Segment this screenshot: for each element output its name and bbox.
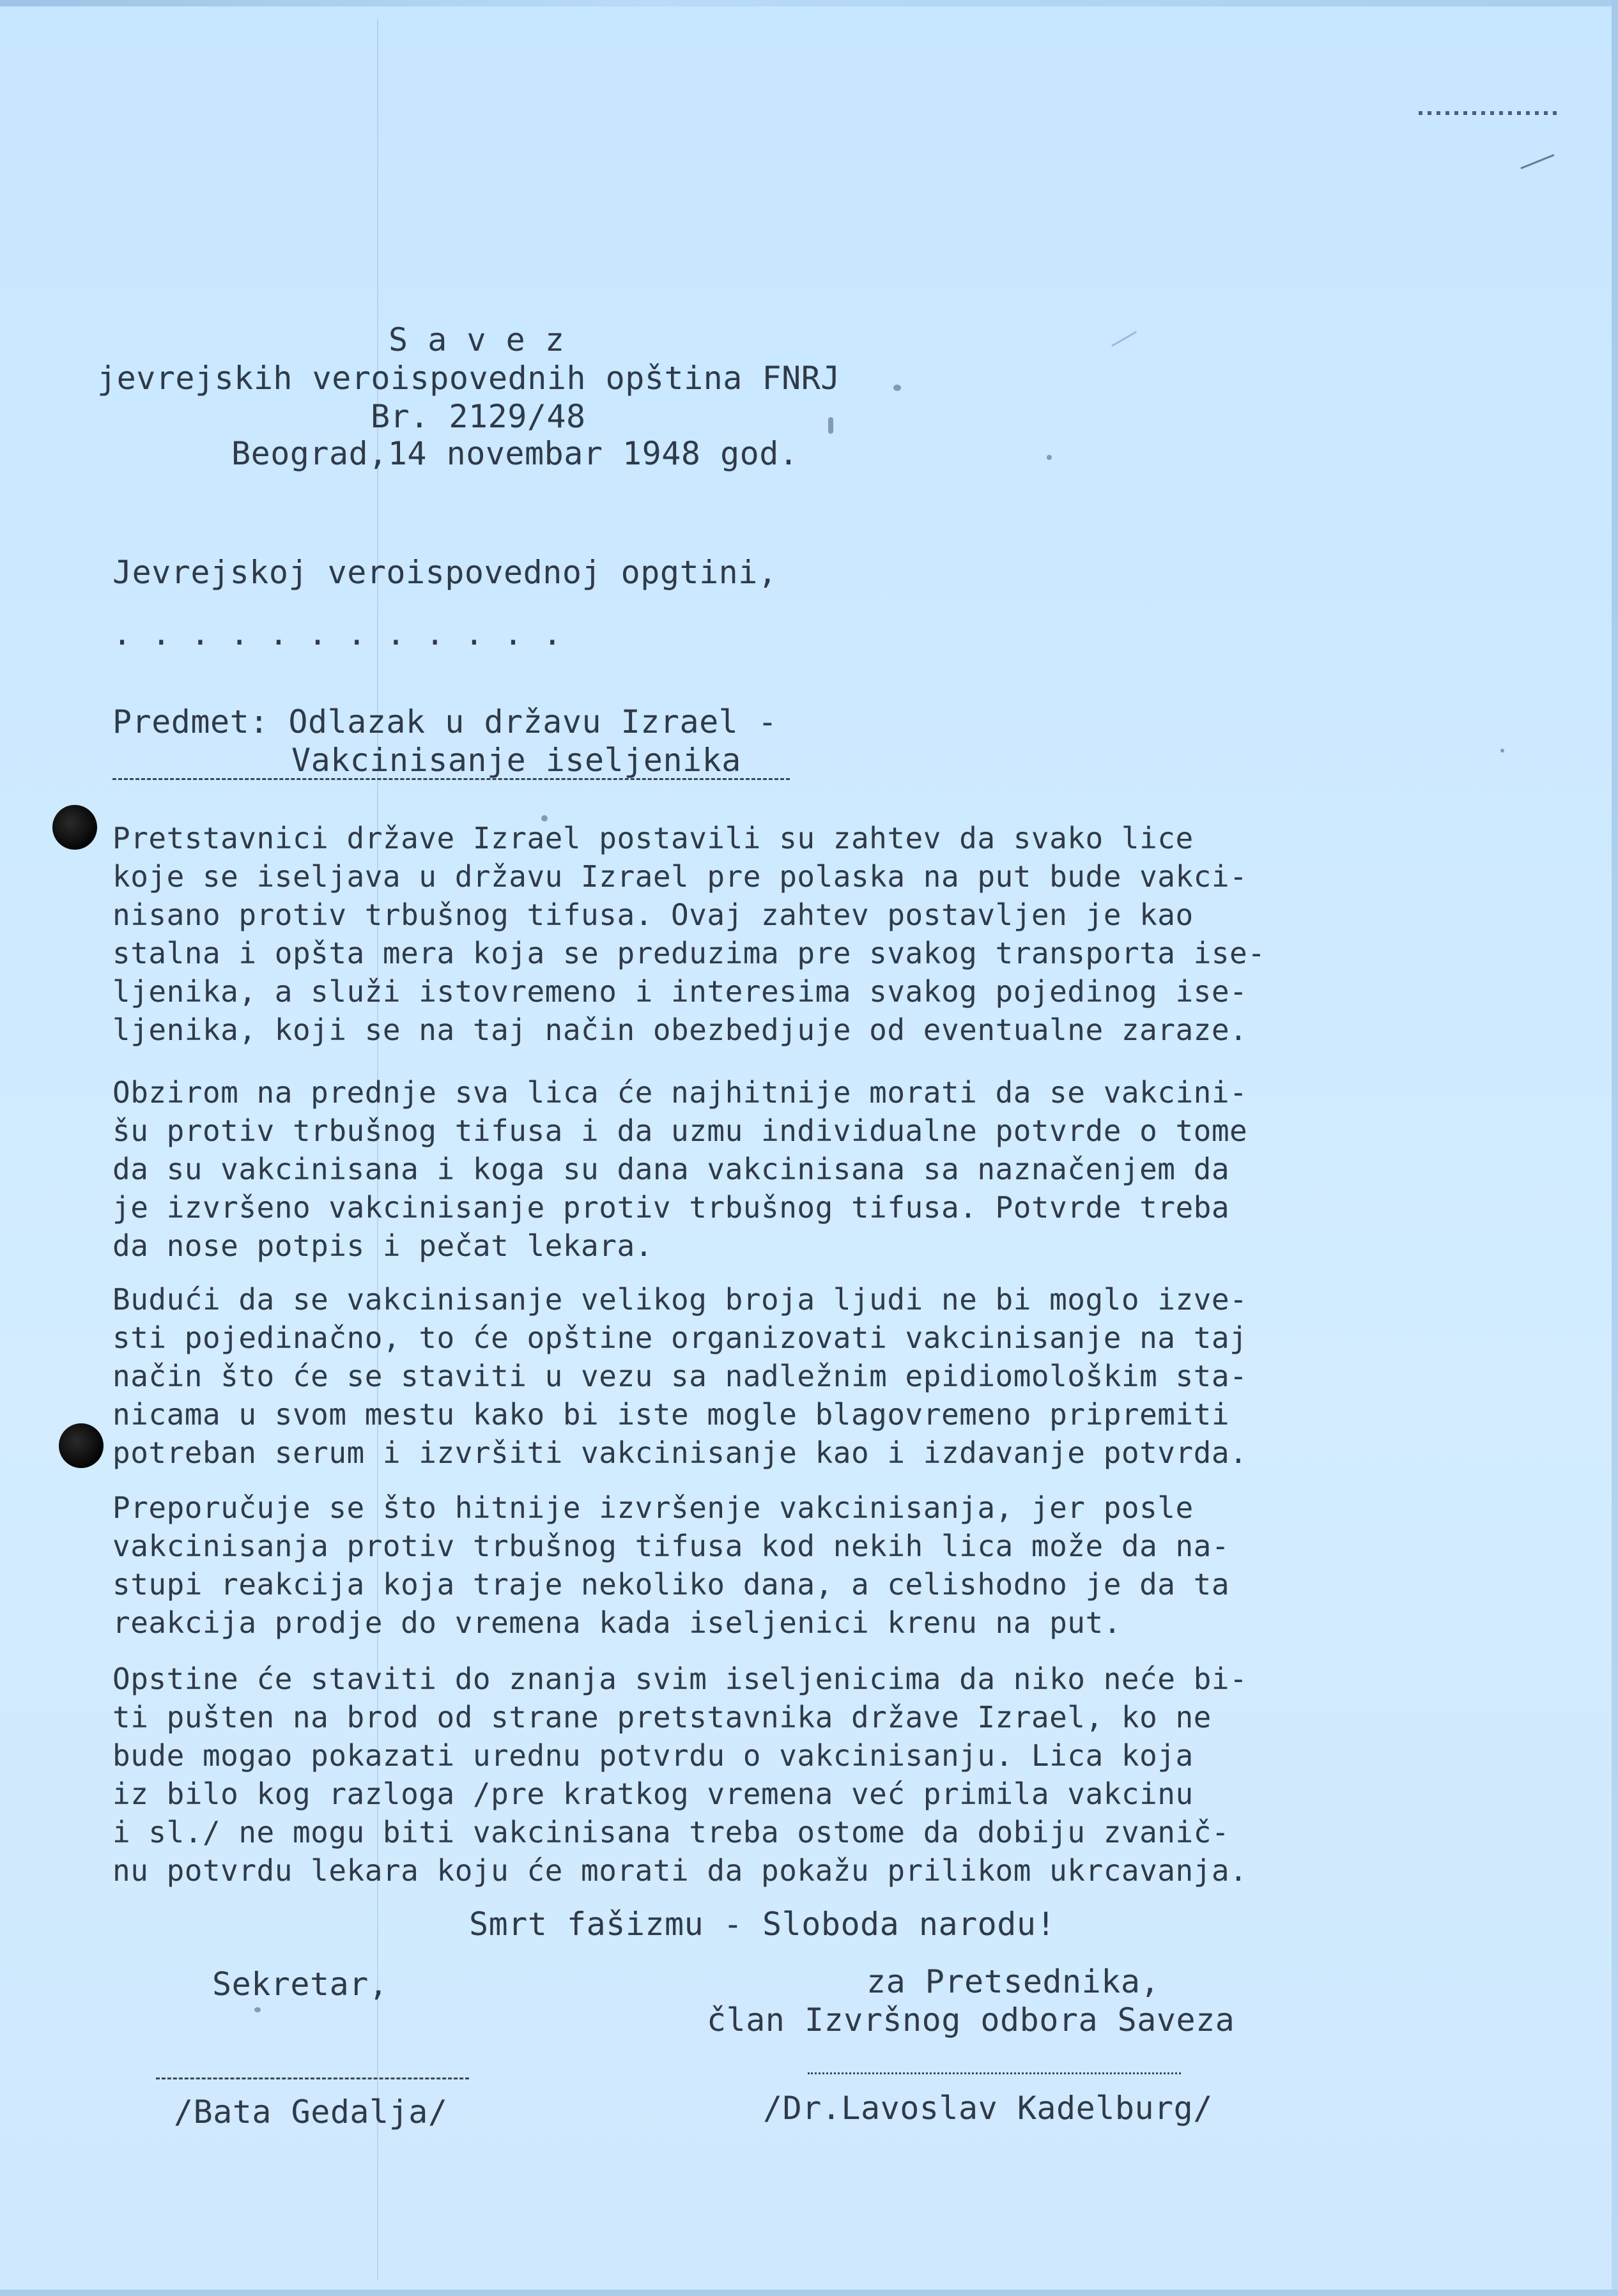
paragraph-2-line: Obzirom na prednje sva lica će najhitnije morati da se vakcini- — [112, 1075, 1248, 1110]
closing-slogan: Smrt fašizmu - Sloboda narodu! — [469, 1906, 1056, 1943]
paragraph-5-line: bude mogao pokazati urednu potvrdu o vakcinisanju. Lica koja — [112, 1738, 1194, 1773]
paragraph-4-line: stupi reakcija koja traje nekoliko dana, a celishodno je da ta — [112, 1567, 1230, 1602]
paragraph-1-line: koje se iseljava u državu Izrael pre polaska na put bude vakci- — [112, 859, 1248, 894]
pen-scratch — [1111, 331, 1137, 347]
subject-line2: Vakcinisanje iseljenika — [291, 742, 741, 779]
paragraph-4-line: reakcija prodje do vremena kada iseljenici krenu na put. — [112, 1605, 1121, 1640]
pen-scratch — [1520, 154, 1554, 169]
ink-speck — [1047, 455, 1052, 460]
page-edge-top — [0, 0, 1618, 6]
page-edge-right — [1612, 0, 1618, 2296]
paragraph-2-line: je izvršeno vakcinisanje protiv trbušnog tifusa. Potvrde treba — [112, 1190, 1230, 1225]
punch-hole-icon — [59, 1423, 104, 1468]
paragraph-5-line: nu potvrdu lekara koju će morati da pokažu prilikom ukrcavanja. — [112, 1853, 1248, 1888]
paragraph-4-line: Preporučuje se što hitnije izvršenje vakcinisanja, jer posle — [112, 1490, 1194, 1525]
paragraph-3-line: sti pojedinačno, to će opštine organizovati vakcinisanje na taj — [112, 1320, 1248, 1355]
paragraph-2-line: da su vakcinisana i koga su dana vakcinisana sa naznačenjem da — [112, 1152, 1230, 1186]
punch-hole-icon — [52, 805, 97, 850]
paragraph-5-line: Opstine će staviti do znanja svim iseljenicima da niko neće bi- — [112, 1662, 1248, 1696]
place-date: Beograd,14 novembar 1948 god. — [231, 435, 799, 472]
recipient-line: Jevrejskoj veroispovednoj opgtini, — [112, 554, 778, 591]
ink-speck — [893, 385, 901, 391]
paragraph-5-line: i sl./ ne mogu biti vakcinisana treba ostome da dobiju zvanič- — [112, 1815, 1230, 1849]
president-title: za Pretsednika, — [867, 1963, 1160, 2000]
page-edge-bottom — [0, 2290, 1618, 2296]
board-member-title: član Izvršnog odbora Saveza — [707, 2001, 1235, 2039]
subject-line1: Predmet: Odlazak u državu Izrael - — [112, 703, 778, 740]
paragraph-1-line: nisano protiv trbušnog tifusa. Ovaj zahtev postavljen je kao — [112, 898, 1194, 932]
subject-underline — [112, 778, 790, 780]
paragraph-1-line: ljenika, a služi istovremeno i interesima svakog pojedinog ise- — [112, 974, 1248, 1009]
paragraph-5-line: ti pušten na brod od strane pretstavnika države Izrael, ko ne — [112, 1700, 1212, 1734]
signatory-name: /Dr.Lavoslav Kadelburg/ — [763, 2090, 1213, 2127]
paragraph-1-line: Pretstavnici države Izrael postavili su zahtev da svako lice — [112, 821, 1194, 855]
signature-line-left — [156, 2078, 469, 2079]
paragraph-5-line: iz bilo kog razloga /pre kratkog vremena već primila vakcinu — [112, 1777, 1194, 1811]
paragraph-1-line: stalna i opšta mera koja se preduzima pre svakog transporta ise- — [112, 936, 1266, 970]
paragraph-3-line: način što će se staviti u vezu sa nadležnim epidiomološkim sta- — [112, 1359, 1248, 1393]
paragraph-4-line: vakcinisanja protiv trbušnog tifusa kod nekih lica može da na- — [112, 1529, 1230, 1563]
ink-speck — [828, 417, 833, 434]
paragraph-3-line: potreban serum i izvršiti vakcinisanje kao i izdavanje potvrda. — [112, 1435, 1248, 1470]
paragraph-3-line: Budući da se vakcinisanje velikog broja ljudi ne bi moglo izve- — [112, 1282, 1248, 1317]
org-name-line2: jevrejskih veroispovednih opština FNRJ — [97, 360, 840, 397]
recipient-dots: . . . . . . . . . . . . — [112, 615, 562, 652]
ink-speck — [254, 2007, 261, 2012]
reference-number: Br. 2129/48 — [371, 398, 586, 435]
paragraph-1-line: ljenika, koji se na taj način obezbedjuje od eventualne zaraze. — [112, 1013, 1248, 1047]
ink-speck — [1500, 749, 1504, 753]
paragraph-2-line: šu protiv trbušnog tifusa i da uzmu individualne potvrde o tome — [112, 1114, 1248, 1148]
paragraph-3-line: nicama u svom mestu kako bi iste mogle blagovremeno pripremiti — [112, 1397, 1230, 1432]
pen-scratch — [1419, 111, 1559, 115]
secretary-title: Sekretar, — [212, 1966, 389, 2003]
secretary-name: /Bata Gedalja/ — [174, 2093, 448, 2131]
org-name-line1: S a v e z — [389, 321, 565, 358]
paragraph-2-line: da nose potpis i pečat lekara. — [112, 1228, 653, 1263]
signature-line-right — [808, 2072, 1181, 2074]
